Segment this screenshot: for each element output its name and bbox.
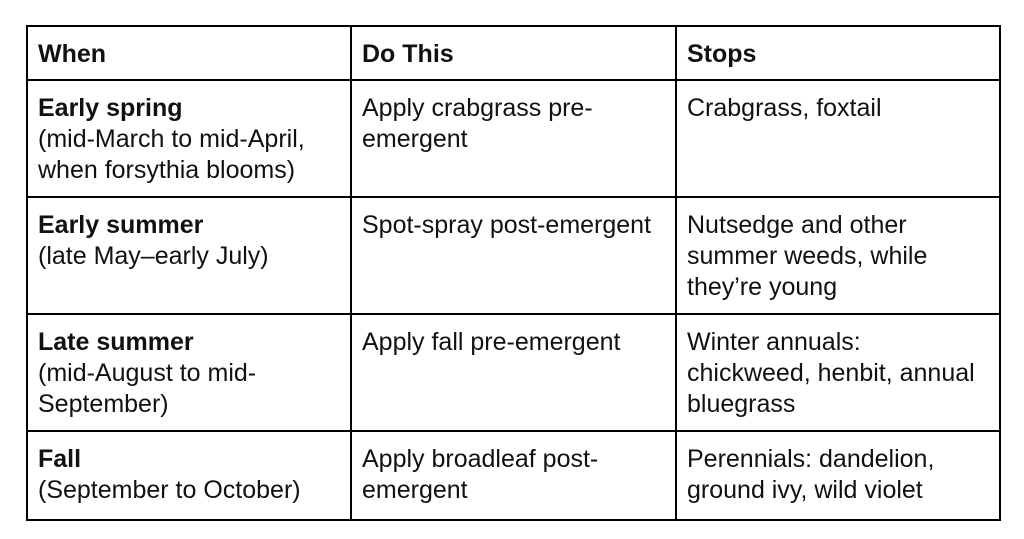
stops-cell: Nutsedge and other summer weeds, while they’re young [676,197,1000,314]
season-label: Early summer [38,211,204,239]
when-cell [27,431,351,520]
action-cell: Apply fall pre-emergent [351,314,676,431]
season-range: (mid-August to mid-September) [38,359,257,418]
season-range: (mid-March to mid-April, when forsythia blooms) [38,125,305,184]
header-when: When [27,26,351,80]
when-cell [27,314,351,431]
action-cell: Apply crabgrass pre-emergent [351,80,676,197]
stops-cell: Perennials: dandelion, ground ivy, wild violet [676,431,1000,520]
weed-control-schedule-table [26,25,1001,521]
table-row [27,197,1000,314]
season-range: (September to October) [38,476,301,504]
when-cell [27,80,351,197]
season-range: (late May–early July) [38,242,269,270]
table-header-row [27,26,1000,80]
when-cell [27,197,351,314]
table-row [27,80,1000,197]
table-row [27,314,1000,431]
header-stops: Stops [676,26,1000,80]
header-do-this: Do This [351,26,676,80]
stops-cell: Winter annuals: chickweed, henbit, annual bluegrass [676,314,1000,431]
action-cell: Apply broadleaf post-emergent [351,431,676,520]
season-label: Fall [38,445,82,473]
stops-cell: Crabgrass, foxtail [676,80,1000,197]
season-label: Early spring [38,94,183,122]
season-label: Late summer [38,328,194,356]
table-row [27,431,1000,520]
action-cell: Spot-spray post-emergent [351,197,676,314]
